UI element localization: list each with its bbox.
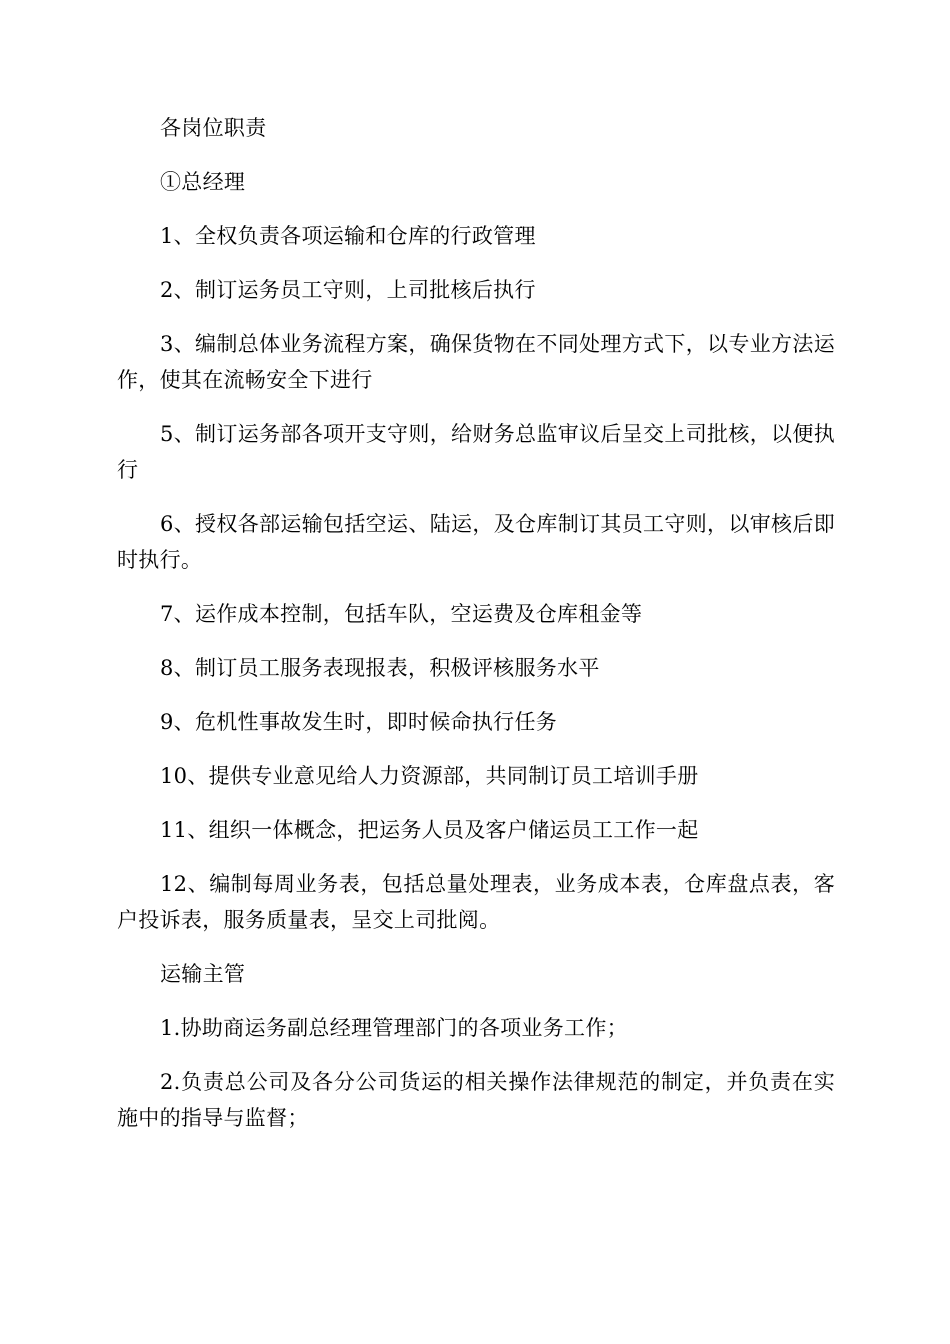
role-heading-general-manager: ①总经理 [160, 170, 246, 194]
duty-item-3: 3、编制总体业务流程方案，确保货物在不同处理方式下，以专业方法运作，使其在流畅安全下进行 [117, 332, 835, 392]
duty-item-8: 8、制订员工服务表现报表，积极评核服务水平 [160, 656, 600, 680]
duty-item-11: 11、组织一体概念，把运务人员及客户储运员工工作一起 [160, 818, 699, 842]
document-body [117, 110, 835, 1136]
duty-item-9: 9、危机性事故发生时，即时候命执行任务 [160, 710, 558, 734]
duty-item-2: 2、制订运务员工守则，上司批核后执行 [160, 278, 536, 302]
role-heading-transport-supervisor: 运输主管 [160, 962, 246, 986]
duty-item-1: 1、全权负责各项运输和仓库的行政管理 [160, 224, 536, 248]
duty-item-7: 7、运作成本控制，包括车队，空运费及仓库租金等 [160, 602, 643, 626]
duty-item-6: 6、授权各部运输包括空运、陆运，及仓库制订其员工守则，以审核后即时执行。 [117, 512, 835, 572]
duty-item-12: 12、编制每周业务表，包括总量处理表，业务成本表，仓库盘点表，客户投诉表，服务质量表，呈交上司批阅。 [117, 872, 835, 932]
supervisor-duty-item-2: 2.负责总公司及各分公司货运的相关操作法律规范的制定，并负责在实施中的指导与监督； [117, 1070, 835, 1130]
duty-item-10: 10、提供专业意见给人力资源部，共同制订员工培训手册 [160, 764, 699, 788]
duty-item-5: 5、制订运务部各项开支守则，给财务总监审议后呈交上司批核，以便执行 [117, 422, 835, 482]
supervisor-duty-item-1: 1.协助商运务副总经理管理部门的各项业务工作； [160, 1016, 628, 1040]
section-title: 各岗位职责 [160, 116, 267, 140]
